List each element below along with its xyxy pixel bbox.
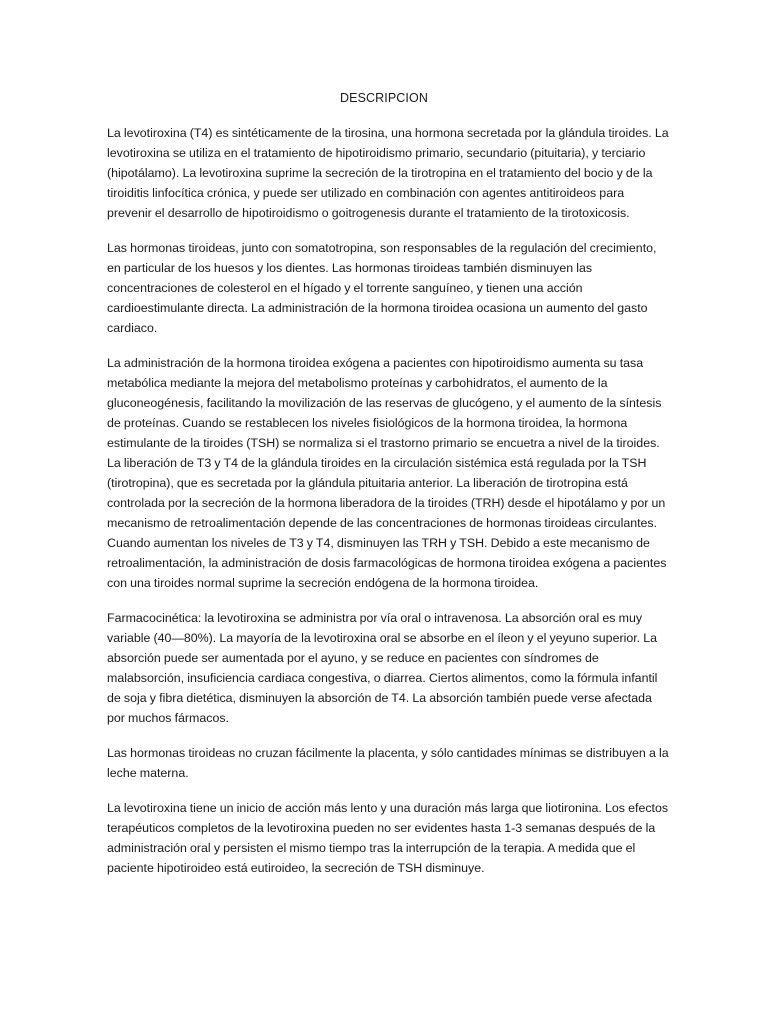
document-body xyxy=(107,123,669,893)
paragraph-placenta: Las hormonas tiroideas no cruzan fácilmente la placenta, y sólo cantidades mínimas se distribuyen a la leche materna. xyxy=(107,746,669,780)
document-title: DESCRIPCION xyxy=(340,91,428,105)
paragraph-onset-duration: La levotiroxina tiene un inicio de acción más lento y una duración más larga que liotironina. Los efectos terapéuticos completos de la levotiroxina pueden no ser evidentes hasta 1-3 semanas después de la administración oral y persisten el mismo tiempo tras la interrupción de la terapia. A medida que el paciente hipotiroideo está eutiroideo, la secreción de TSH disminuye. xyxy=(107,801,669,875)
paragraph-pharmacokinetics: Farmacocinética: la levotiroxina se administra por vía oral o intravenosa. La absorción oral es muy variable (40—80%). La mayoría de la levotiroxina oral se absorbe en el íleon y el yeyuno superior. La absorción puede ser aumentada por el ayuno, y se reduce en pacientes con síndromes de malabsorción, insuficiencia cardiaca congestiva, o diarrea. Ciertos alimentos, como la fórmula infantil de soja y fibra dietética, disminuyen la absorción de T4. La absorción también puede verse afectada por muchos fármacos. xyxy=(107,611,658,725)
paragraph-description: La levotiroxina (T4) es sintéticamente de la tirosina, una hormona secretada por la glándula tiroides. La levotiroxina se utiliza en el tratamiento de hipotiroidismo primario, secundario (pituitaria), y terciario (hipotálamo). La levotiroxina suprime la secreción de la tirotropina en el tratamiento del bocio y de la tiroiditis linfocítica crónica, y puede ser utilizado en combinación con agentes antitiroideos para prevenir el desarrollo de hipotiroidismo o goitrogenesis durante el tratamiento de la tirotoxicosis. xyxy=(107,126,669,220)
paragraph-growth-effects: Las hormonas tiroideas, junto con somatotropina, son responsables de la regulación del crecimiento, en particular de los huesos y los dientes. Las hormonas tiroideas también disminuyen las concentraciones de colesterol en el hígado y el torrente sanguíneo, y tienen una acción cardioestimulante directa. La administración de la hormona tiroidea ocasiona un aumento del gasto cardiaco. xyxy=(107,241,657,335)
paragraph-metabolic-effects: La administración de la hormona tiroidea exógena a pacientes con hipotiroidismo aumenta su tasa metabólica mediante la mejora del metabolismo proteínas y carbohidratos, el aumento de la gluconeogénesis, facilitando la movilización de las reservas de glucógeno, y el aumento de la síntesis de proteínas. Cuando se restablecen los niveles fisiológicos de la hormona tiroidea, la hormona estimulante de la tiroides (TSH) se normaliza si el trastorno primario se encuetra a nivel de la tiroides. La liberación de T3 y T4 de la glándula tiroides en la circulación sistémica está regulada por la TSH (tirotropina), que es secretada por la glándula pituitaria anterior. La liberación de tirotropina está controlada por la secreción de la hormona liberadora de la tiroides (TRH) desde el hipotálamo y por un mecanismo de retroalimentación depende de las concentraciones de hormonas tiroideas circulantes. Cuando aumentan los niveles de T3 y T4, disminuyen las TRH y TSH. Debido a este mecanismo de retroalimentación, la administración de dosis farmacológicas de hormona tiroidea exógena a pacientes con una tiroides normal suprime la secreción endógena de la hormona tiroidea. xyxy=(107,356,667,590)
